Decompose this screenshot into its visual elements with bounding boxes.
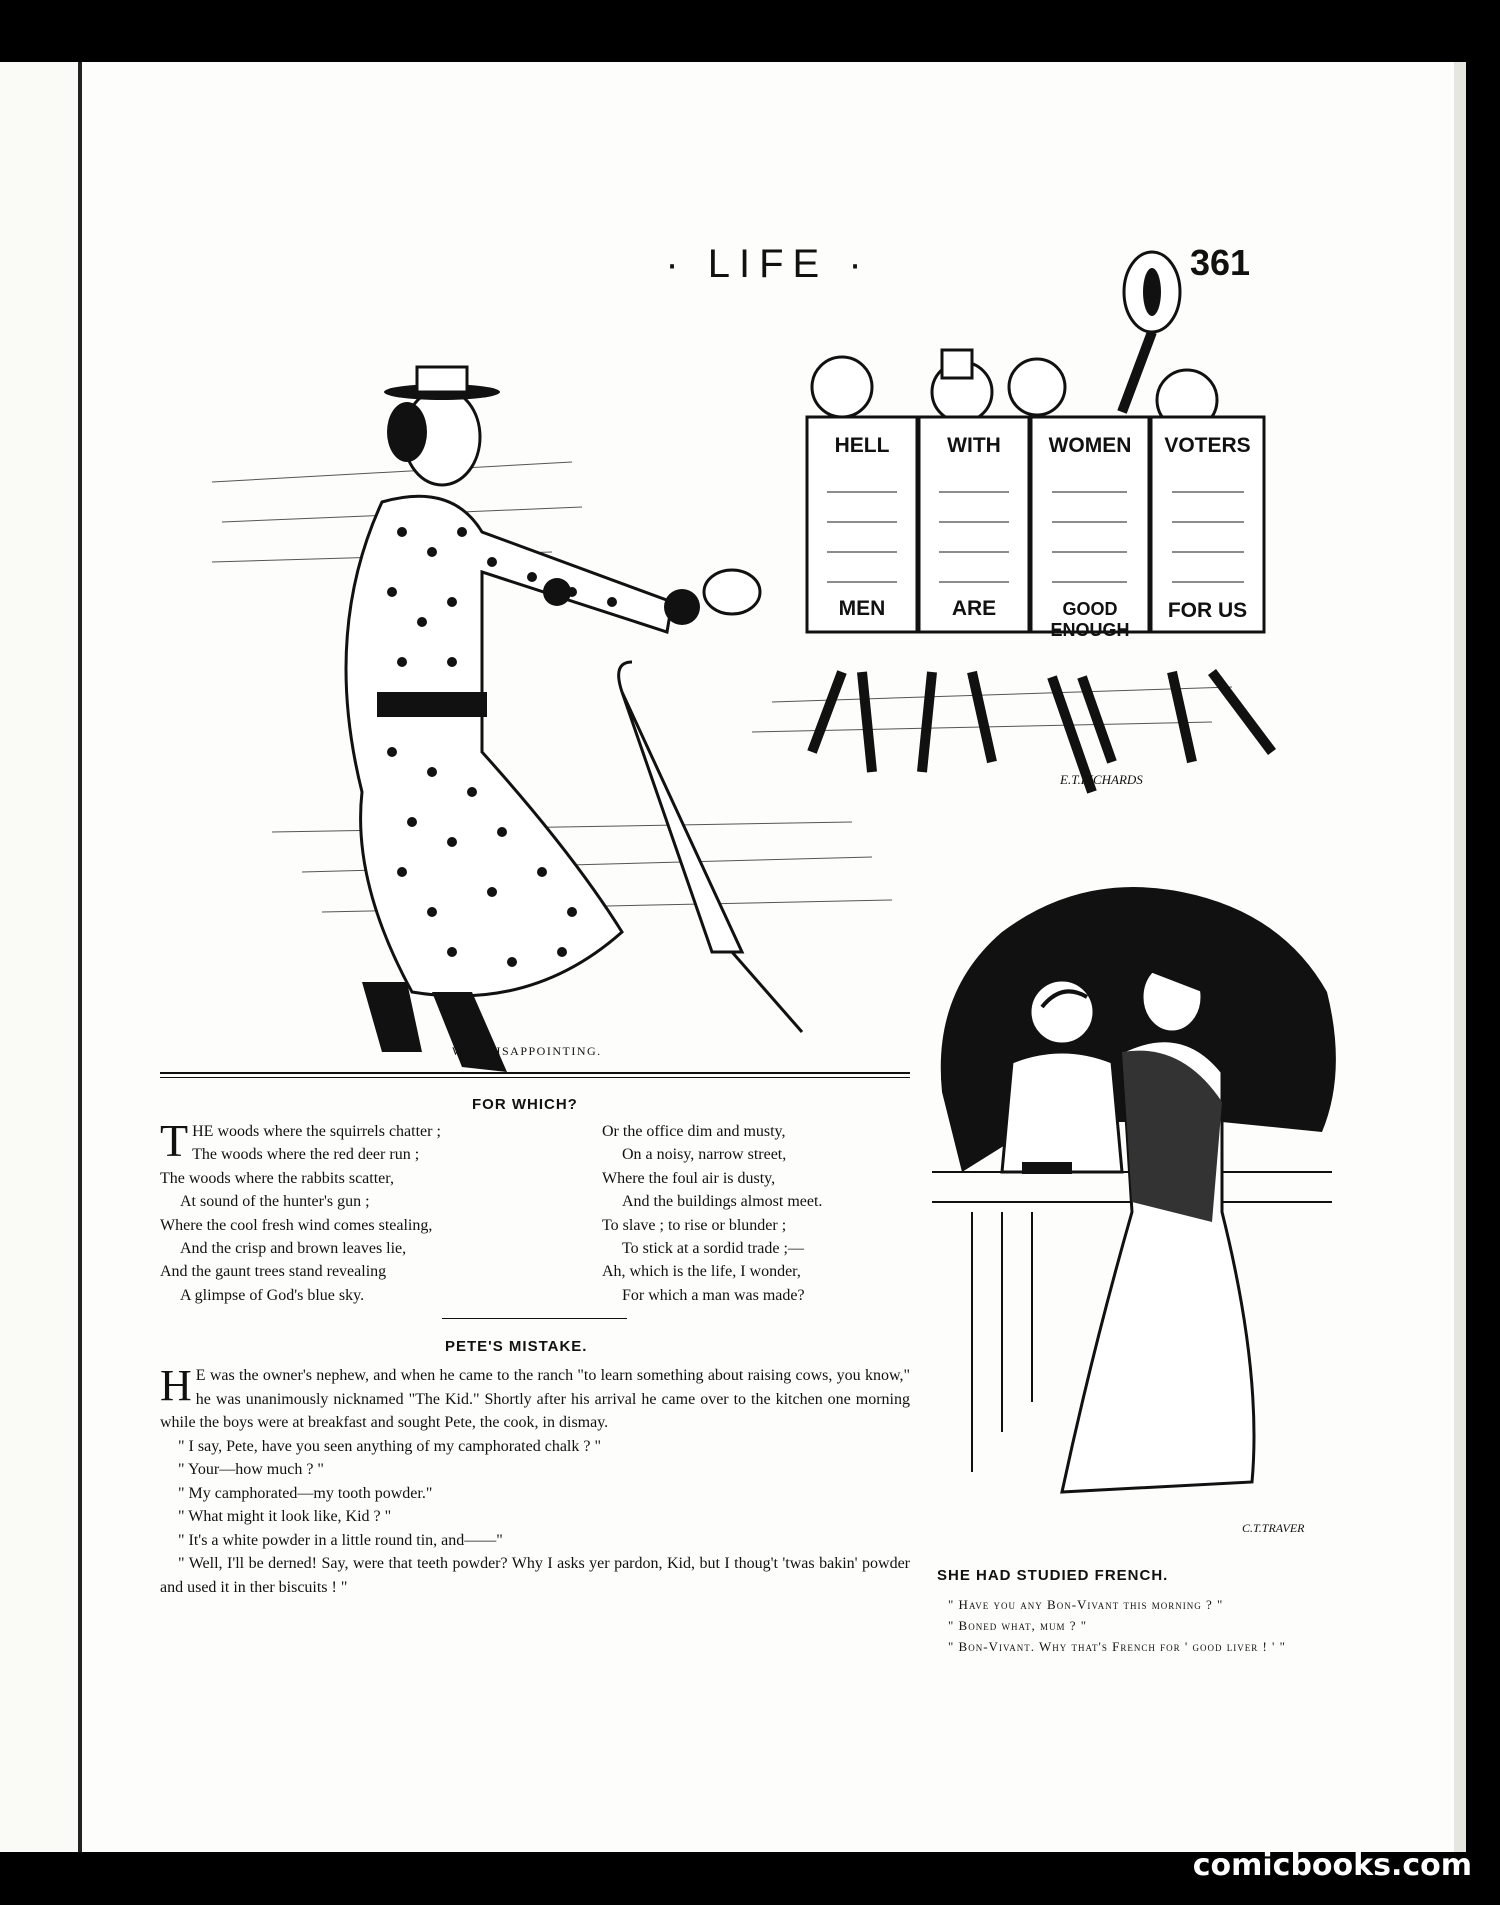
thrown-hat	[704, 570, 760, 614]
story-body	[160, 1361, 910, 1599]
caption-line: " Boned what, mum ? "	[948, 1618, 1088, 1633]
poem-line: Where the foul air is dusty,	[602, 1169, 776, 1187]
poem-line: Ah, which is the life, I wonder,	[602, 1263, 801, 1281]
sign-2-top: WITH	[947, 434, 1001, 457]
poem-line: The woods where the red deer run ;	[192, 1146, 420, 1164]
sign-1-top: HELL	[834, 434, 890, 457]
section-rule-double-bottom	[160, 1077, 910, 1078]
cartoon-shop-illustration	[922, 872, 1342, 1552]
svg-text:C.T.TRAVER: C.T.TRAVER	[1242, 1521, 1305, 1535]
poem-line: For which a man was made?	[622, 1286, 805, 1304]
sign-4-bottom: FOR US	[1167, 599, 1248, 622]
cartoon-caption: WAS DISAPPOINTING.	[452, 1044, 602, 1058]
poem-line: HE woods where the squirrels chatter ;	[192, 1123, 441, 1140]
story-dialogue-line: " What might it look like, Kid ? "	[178, 1508, 392, 1525]
page-number: 361	[1190, 242, 1251, 283]
caption-line: " Bon-Vivant. Why that's French for ' good liver ! ' "	[948, 1639, 1286, 1654]
poem-column-1	[160, 1115, 505, 1307]
woman-figure	[346, 367, 700, 1072]
watermark: comicbooks.com	[1192, 1848, 1472, 1883]
french-cartoon-title: SHE HAD STUDIED FRENCH.	[937, 1567, 1169, 1584]
sign-4-top: VOTERS	[1164, 434, 1251, 457]
section-rule-double-top	[160, 1072, 910, 1074]
poem-line: Where the cool fresh wind comes stealing,	[160, 1216, 433, 1234]
sign-3-bottom: GOOD ENOUGH	[1050, 599, 1130, 640]
sign-1-bottom: MEN	[838, 597, 886, 620]
poem-line: And the crisp and brown leaves lie,	[180, 1240, 407, 1258]
previous-page-edge	[0, 62, 78, 1852]
story-dialogue-line: " Your—how much ? "	[178, 1461, 324, 1478]
poem-line: A glimpse of God's blue sky.	[180, 1286, 365, 1304]
french-cartoon-caption	[934, 1594, 1334, 1657]
umbrella	[619, 662, 802, 1032]
poem-line: At sound of the hunter's gun ;	[180, 1193, 370, 1211]
poem-line: And the buildings almost meet.	[622, 1193, 823, 1211]
caption-line: " Have you any Bon-Vivant this morning ? "	[948, 1597, 1224, 1612]
section-rule	[442, 1318, 627, 1319]
poem-line: On a noisy, narrow street,	[622, 1146, 787, 1164]
story-dropcap: H	[160, 1361, 192, 1410]
poem-line: The woods where the rabbits scatter,	[160, 1169, 394, 1187]
story-dialogue-line: " It's a white powder in a little round tin, and——"	[178, 1531, 503, 1549]
story-title: PETE'S MISTAKE.	[445, 1338, 588, 1355]
story-paragraph: E was the owner's nephew, and when he came to the ranch "to learn something about raising cows, you know," he was unanimously nicknamed "The Kid." Shortly after his arrival he came over to the kitchen one morning while the boys were at breakfast and sought Pete, the cook, in dismay.	[160, 1367, 910, 1431]
masthead: · LIFE ·	[665, 242, 871, 286]
story-dialogue-line: " Well, I'll be derned! Say, were that teeth powder? Why I asks yer pardon, Kid, but I thoug't 'twas bakin' powder and used it in ther biscuits ! "	[160, 1555, 910, 1596]
story-dialogue-line: " I say, Pete, have you seen anything of my camphorated chalk ? "	[178, 1437, 601, 1455]
poem-line: To stick at a sordid trade ;—	[622, 1240, 804, 1258]
poem-line: And the gaunt trees stand revealing	[160, 1263, 387, 1281]
poem-line: To slave ; to rise or blunder ;	[602, 1216, 787, 1234]
sign-2-bottom: ARE	[951, 597, 997, 620]
page-edge	[1454, 62, 1466, 1852]
poem-column-2	[602, 1120, 902, 1307]
story-dialogue-line: " My camphorated—my tooth powder."	[178, 1484, 433, 1502]
sign-3-top: WOMEN	[1048, 434, 1132, 457]
magazine-page	[82, 62, 1454, 1852]
artist-signature: E.T.RICHARDS	[1060, 772, 1143, 787]
poem-title: FOR WHICH?	[472, 1096, 578, 1113]
poem-line: Or the office dim and musty,	[602, 1123, 786, 1140]
poem-dropcap: T	[160, 1115, 189, 1166]
